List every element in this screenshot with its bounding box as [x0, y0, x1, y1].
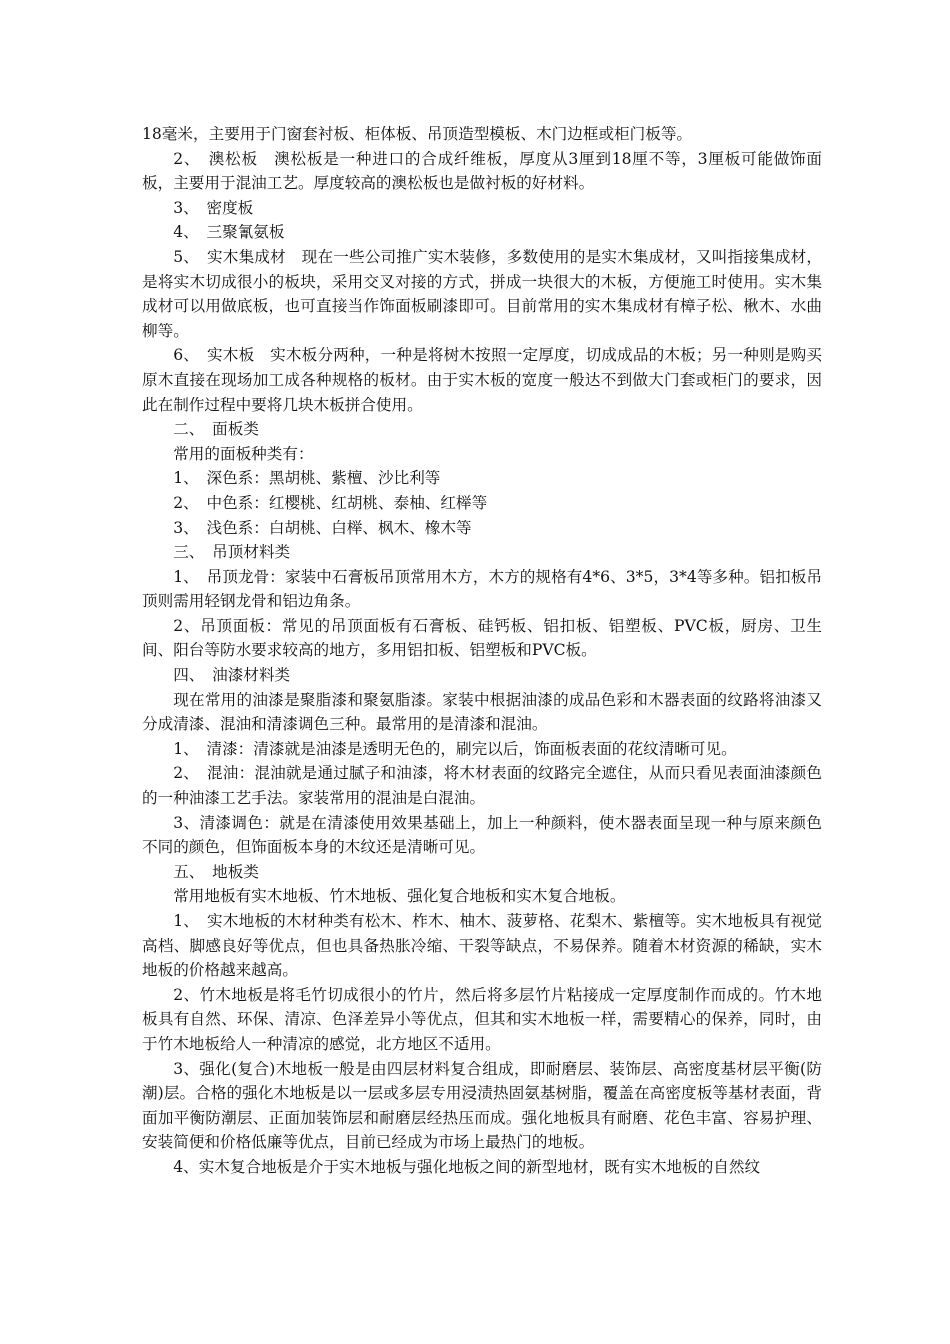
section-heading: 五、 地板类 — [173, 862, 259, 881]
section-heading: 二、 面板类 — [173, 420, 259, 439]
list-item: 1、 深色系：黑胡桃、紫檀、沙比利等 — [173, 469, 441, 488]
list-item: 4、 三聚氰氨板 — [173, 223, 285, 242]
paragraph: 现在常用的油漆是聚脂漆和聚氨脂漆。家装中根据油漆的成品色彩和木器表面的纹路将油漆又分成清漆、混油和清漆调色三种。最常用的是清漆和混油。 — [142, 690, 822, 734]
paragraph: 1、 清漆：清漆就是油漆是透明无色的，刷完以后，饰面板表面的花纹清晰可见。 — [173, 739, 737, 758]
paragraph: 2、 澳松板 澳松板是一种进口的合成纤维板，厚度从3厘到18厘不等，3厘板可能做饰面板，主要用于混油工艺。厚度较高的澳松板也是做衬板的好材料。 — [142, 149, 822, 193]
paragraph: 6、 实木板 实木板分两种，一种是将树木按照一定厚度，切成成品的木板；另一种则是购买原木直接在现场加工成各种规格的板材。由于实木板的宽度一般达不到做大门套或柜门的要求，因此在制作过程中要将几块木板拼合使用。 — [142, 346, 822, 414]
paragraph: 3、清漆调色：就是在清漆使用效果基础上，加上一种颜料，使木器表面呈现一种与原来颜色不同的颜色，但饰面板本身的木纹还是清晰可见。 — [142, 813, 822, 857]
paragraph: 2、 混油：混油就是通过腻子和油漆，将木材表面的纹路完全遮住，从而只看见表面油漆颜色的一种油漆工艺手法。家装常用的混油是白混油。 — [142, 764, 822, 808]
paragraph: 1、 实木地板的木材种类有松木、柞木、柚木、菠萝格、花梨木、紫檀等。实木地板具有视觉高档、脚感良好等优点，但也具备热胀冷缩、干裂等缺点，不易保养。随着木材资源的稀缺，实木地板的价格越来越高。 — [142, 912, 822, 980]
list-item: 3、 浅色系：白胡桃、白榉、枫木、橡木等 — [173, 518, 472, 537]
paragraph: 5、 实木集成材 现在一些公司推广实木装修，多数使用的是实木集成材，又叫指接集成材，是将实木切成很小的板块，采用交叉对接的方式，拼成一块很大的木板，方便施工时使用。实木集成材可以用做底板，也可直接当作饰面板刷漆即可。目前常用的实木集成材有樟子松、楸木、水曲柳等。 — [142, 247, 822, 340]
section-heading: 三、 吊顶材料类 — [173, 543, 291, 562]
paragraph: 3、强化(复合)木地板一般是由四层材料复合组成，即耐磨层、装饰层、高密度基材层平衡(防潮)层。合格的强化木地板是以一层或多层专用浸渍热固氨基树脂，覆盖在高密度板等基材表面，背面加平衡防潮层、正面加装饰层和耐磨层经热压而成。强化地板具有耐磨、花色丰富、容易护理、安装简便和价格低廉等优点，目前已经成为市场上最热门的地板。 — [142, 1059, 822, 1152]
list-item: 2、 中色系：红樱桃、红胡桃、泰柚、红榉等 — [173, 493, 488, 512]
list-item: 3、 密度板 — [173, 198, 254, 217]
paragraph: 2、吊顶面板：常见的吊顶面板有石膏板、硅钙板、铝扣板、铝塑板、PVC板，厨房、卫生间、阳台等防水要求较高的地方，多用铝扣板、铝塑板和PVC板。 — [142, 616, 822, 660]
paragraph: 18毫米，主要用于门窗套衬板、柜体板、吊顶造型模板、木门边框或柜门板等。 — [142, 125, 693, 143]
paragraph: 常用的面板种类有： — [173, 444, 314, 463]
document-body — [142, 122, 822, 1180]
paragraph: 2、竹木地板是将毛竹切成很小的竹片，然后将多层竹片粘接成一定厚度制作而成的。竹木地板具有自然、环保、清凉、色泽差异小等优点，但其和实木地板一样，需要精心的保养，同时，由于竹木地板给人一种清凉的感觉，北方地区不适用。 — [142, 985, 822, 1053]
paragraph: 常用地板有实木地板、竹木地板、强化复合地板和实木复合地板。 — [173, 887, 626, 906]
paragraph: 4、实木复合地板是介于实木地板与强化地板之间的新型地材，既有实木地板的自然纹 — [173, 1157, 761, 1176]
section-heading: 四、 油漆材料类 — [173, 666, 291, 685]
paragraph: 1、 吊顶龙骨：家装中石膏板吊顶常用木方，木方的规格有4*6、3*5，3*4等多种。铝扣板吊顶则需用轻钢龙骨和铝边角条。 — [142, 567, 822, 611]
